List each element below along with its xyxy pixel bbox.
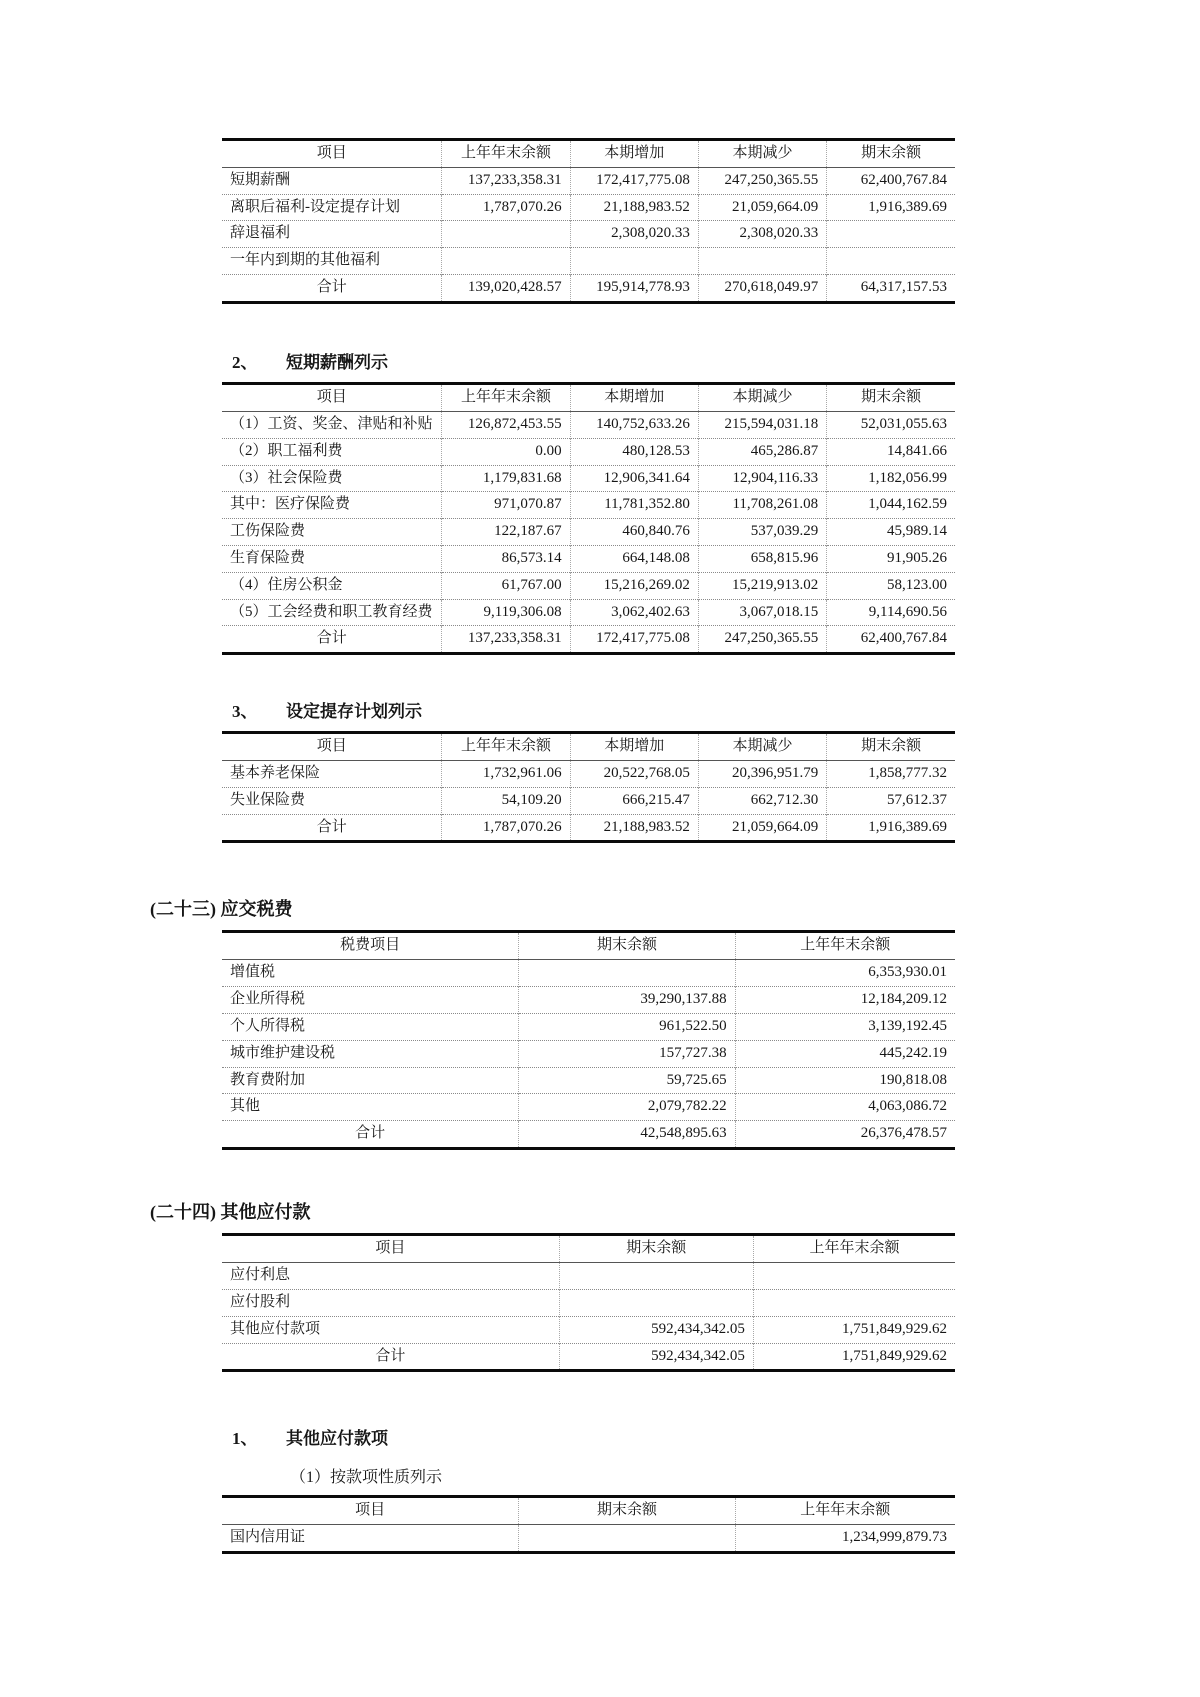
cell-value: 21,059,664.09 [698, 194, 826, 221]
cell-value: 15,216,269.02 [570, 572, 698, 599]
table-row [222, 545, 955, 572]
cell-value: 480,128.53 [570, 438, 698, 465]
section-number: 1、 [232, 1429, 258, 1449]
subsection-heading-by-nature: （1）按款项性质列示 [290, 1469, 443, 1487]
column-header: 上年年末余额 [442, 384, 570, 412]
column-header: 项目 [222, 1234, 559, 1262]
cell-value: 190,818.08 [735, 1067, 955, 1094]
table-header-row [222, 1234, 955, 1262]
cell-value: 57,612.37 [827, 787, 955, 814]
table-header-row [222, 733, 955, 761]
row-label: 工伤保险费 [222, 519, 442, 546]
employee-benefits-summary-table [222, 138, 955, 304]
cell-value: 537,039.29 [698, 519, 826, 546]
row-label: 合计 [222, 1343, 559, 1371]
row-label: 合计 [222, 275, 442, 303]
cell-value: 961,522.50 [519, 1013, 735, 1040]
column-header: 项目 [222, 1497, 519, 1525]
taxes-payable-table [222, 930, 955, 1150]
row-label: 应付股利 [222, 1289, 559, 1316]
cell-value: 42,548,895.63 [519, 1121, 735, 1149]
row-label: （3）社会保险费 [222, 465, 442, 492]
table-row [222, 411, 955, 438]
cell-value: 6,353,930.01 [735, 960, 955, 987]
cell-value: 270,618,049.97 [698, 275, 826, 303]
cell-value: 54,109.20 [442, 787, 570, 814]
cell-value: 91,905.26 [827, 545, 955, 572]
column-header: 上年年末余额 [442, 140, 570, 168]
cell-value: 172,417,775.08 [570, 626, 698, 654]
table-row [222, 1289, 955, 1316]
column-header: 上年年末余额 [735, 932, 955, 960]
cell-value: 1,787,070.26 [442, 814, 570, 842]
cell-value [559, 1262, 753, 1289]
cell-value [570, 248, 698, 275]
cell-value [753, 1262, 955, 1289]
cell-value [827, 221, 955, 248]
cell-value: 445,242.19 [735, 1040, 955, 1067]
cell-value: 1,179,831.68 [442, 465, 570, 492]
column-header: 期末余额 [827, 384, 955, 412]
column-header: 上年年末余额 [753, 1234, 955, 1262]
cell-value: 126,872,453.55 [442, 411, 570, 438]
cell-value: 460,840.76 [570, 519, 698, 546]
table-header-row [222, 384, 955, 412]
cell-value: 20,396,951.79 [698, 760, 826, 787]
cell-value [442, 248, 570, 275]
table-row [222, 599, 955, 626]
column-header: 本期减少 [698, 733, 826, 761]
table-row [222, 248, 955, 275]
cell-value: 658,815.96 [698, 545, 826, 572]
cell-value: 4,063,086.72 [735, 1094, 955, 1121]
cell-value: 1,044,162.59 [827, 492, 955, 519]
cell-value: 3,067,018.15 [698, 599, 826, 626]
table-row [222, 492, 955, 519]
cell-value: 139,020,428.57 [442, 275, 570, 303]
table-row [222, 519, 955, 546]
row-label: 其他 [222, 1094, 519, 1121]
cell-value: 1,916,389.69 [827, 194, 955, 221]
cell-value: 21,188,983.52 [570, 814, 698, 842]
cell-value: 1,916,389.69 [827, 814, 955, 842]
defined-contribution-plan-table [222, 731, 955, 843]
cell-value: 1,234,999,879.73 [735, 1525, 955, 1553]
row-label: （4）住房公积金 [222, 572, 442, 599]
table-row [222, 760, 955, 787]
row-label: 离职后福利-设定提存计划 [222, 194, 442, 221]
cell-value: 195,914,778.93 [570, 275, 698, 303]
table-row [222, 1316, 955, 1343]
cell-value: 12,904,116.33 [698, 465, 826, 492]
cell-value: 1,751,849,929.62 [753, 1316, 955, 1343]
section-heading-taxes-payable: (二十三) 应交税费 [150, 899, 293, 920]
cell-value [753, 1289, 955, 1316]
cell-value: 0.00 [442, 438, 570, 465]
column-header: 期末余额 [519, 1497, 735, 1525]
column-header: 税费项目 [222, 932, 519, 960]
table-total-row [222, 1121, 955, 1149]
column-header: 项目 [222, 140, 442, 168]
column-header: 本期减少 [698, 384, 826, 412]
row-label: 增值税 [222, 960, 519, 987]
cell-value: 20,522,768.05 [570, 760, 698, 787]
column-header: 期末余额 [559, 1234, 753, 1262]
row-label: 生育保险费 [222, 545, 442, 572]
row-label: 企业所得税 [222, 987, 519, 1014]
cell-value [827, 248, 955, 275]
cell-value: 971,070.87 [442, 492, 570, 519]
column-header: 期末余额 [827, 733, 955, 761]
row-label: 国内信用证 [222, 1525, 519, 1553]
column-header: 期末余额 [519, 932, 735, 960]
column-header: 本期减少 [698, 140, 826, 168]
other-payables-table [222, 1233, 955, 1372]
row-label: 合计 [222, 1121, 519, 1149]
cell-value: 247,250,365.55 [698, 167, 826, 194]
column-header: 本期增加 [570, 384, 698, 412]
cell-value [698, 248, 826, 275]
cell-value: 1,858,777.32 [827, 760, 955, 787]
cell-value: 122,187.67 [442, 519, 570, 546]
cell-value: 664,148.08 [570, 545, 698, 572]
row-label: 教育费附加 [222, 1067, 519, 1094]
column-header: 项目 [222, 733, 442, 761]
cell-value: 2,308,020.33 [570, 221, 698, 248]
cell-value: 2,308,020.33 [698, 221, 826, 248]
table-row [222, 221, 955, 248]
table-row [222, 1040, 955, 1067]
column-header: 本期增加 [570, 140, 698, 168]
cell-value: 1,787,070.26 [442, 194, 570, 221]
row-label: （1）工资、奖金、津贴和补贴 [222, 411, 442, 438]
cell-value: 592,434,342.05 [559, 1343, 753, 1371]
column-header: 本期增加 [570, 733, 698, 761]
cell-value: 39,290,137.88 [519, 987, 735, 1014]
cell-value: 62,400,767.84 [827, 167, 955, 194]
cell-value [442, 221, 570, 248]
section-title: 其他应付款项 [286, 1429, 388, 1449]
cell-value: 215,594,031.18 [698, 411, 826, 438]
table-total-row [222, 626, 955, 654]
cell-value: 465,286.87 [698, 438, 826, 465]
table-row [222, 438, 955, 465]
short-term-salary-table [222, 382, 955, 655]
cell-value: 662,712.30 [698, 787, 826, 814]
cell-value: 86,573.14 [442, 545, 570, 572]
row-label: 其他应付款项 [222, 1316, 559, 1343]
top-margin [0, 0, 1200, 138]
cell-value: 666,215.47 [570, 787, 698, 814]
table-row [222, 1525, 955, 1553]
table-total-row [222, 275, 955, 303]
section-number: 2、 [232, 353, 258, 373]
table-header-row [222, 932, 955, 960]
row-label: （5）工会经费和职工教育经费 [222, 599, 442, 626]
table-row [222, 1262, 955, 1289]
section-heading-other-payables: (二十四) 其他应付款 [150, 1201, 311, 1222]
table-row [222, 1013, 955, 1040]
cell-value: 11,781,352.80 [570, 492, 698, 519]
cell-value: 21,188,983.52 [570, 194, 698, 221]
table-header-row [222, 140, 955, 168]
cell-value: 52,031,055.63 [827, 411, 955, 438]
section-title: 短期薪酬列示 [286, 353, 388, 373]
table-row [222, 1067, 955, 1094]
cell-value: 9,119,306.08 [442, 599, 570, 626]
row-label: 合计 [222, 814, 442, 842]
row-label: 辞退福利 [222, 221, 442, 248]
section-heading-defined-contribution [232, 697, 1200, 722]
cell-value: 12,906,341.64 [570, 465, 698, 492]
column-header: 期末余额 [827, 140, 955, 168]
cell-value: 12,184,209.12 [735, 987, 955, 1014]
section-heading-short-term-salary [232, 348, 1200, 373]
cell-value: 21,059,664.09 [698, 814, 826, 842]
cell-value: 592,434,342.05 [559, 1316, 753, 1343]
row-label: 合计 [222, 626, 442, 654]
table-total-row [222, 1343, 955, 1371]
table-total-row [222, 814, 955, 842]
table-header-row [222, 1497, 955, 1525]
cell-value: 45,989.14 [827, 519, 955, 546]
row-label: 一年内到期的其他福利 [222, 248, 442, 275]
cell-value: 3,139,192.45 [735, 1013, 955, 1040]
cell-value [519, 1525, 735, 1553]
cell-value: 3,062,402.63 [570, 599, 698, 626]
column-header: 项目 [222, 384, 442, 412]
row-label: 基本养老保险 [222, 760, 442, 787]
cell-value: 157,727.38 [519, 1040, 735, 1067]
cell-value: 64,317,157.53 [827, 275, 955, 303]
cell-value: 172,417,775.08 [570, 167, 698, 194]
cell-value: 15,219,913.02 [698, 572, 826, 599]
cell-value: 58,123.00 [827, 572, 955, 599]
cell-value: 26,376,478.57 [735, 1121, 955, 1149]
table-row [222, 465, 955, 492]
section-title: 设定提存计划列示 [286, 702, 422, 722]
row-label: 应付利息 [222, 1262, 559, 1289]
column-header: 上年年末余额 [442, 733, 570, 761]
table-row [222, 987, 955, 1014]
cell-value: 247,250,365.55 [698, 626, 826, 654]
cell-value: 137,233,358.31 [442, 167, 570, 194]
payables-by-nature-table [222, 1495, 955, 1554]
cell-value [559, 1289, 753, 1316]
row-label: 短期薪酬 [222, 167, 442, 194]
cell-value: 137,233,358.31 [442, 626, 570, 654]
cell-value: 61,767.00 [442, 572, 570, 599]
cell-value: 140,752,633.26 [570, 411, 698, 438]
table-row [222, 167, 955, 194]
column-header: 上年年末余额 [735, 1497, 955, 1525]
table-row [222, 1094, 955, 1121]
cell-value: 1,182,056.99 [827, 465, 955, 492]
table-row [222, 787, 955, 814]
cell-value: 14,841.66 [827, 438, 955, 465]
cell-value: 2,079,782.22 [519, 1094, 735, 1121]
cell-value: 11,708,261.08 [698, 492, 826, 519]
table-row [222, 572, 955, 599]
row-label: 其中：医疗保险费 [222, 492, 442, 519]
cell-value: 9,114,690.56 [827, 599, 955, 626]
section-heading-other-payable-items [232, 1424, 1200, 1449]
cell-value: 1,732,961.06 [442, 760, 570, 787]
table-row [222, 960, 955, 987]
cell-value: 62,400,767.84 [827, 626, 955, 654]
cell-value: 59,725.65 [519, 1067, 735, 1094]
row-label: 失业保险费 [222, 787, 442, 814]
cell-value: 1,751,849,929.62 [753, 1343, 955, 1371]
cell-value [519, 960, 735, 987]
row-label: 个人所得税 [222, 1013, 519, 1040]
row-label: 城市维护建设税 [222, 1040, 519, 1067]
table-row [222, 194, 955, 221]
section-number: 3、 [232, 702, 258, 722]
row-label: （2）职工福利费 [222, 438, 442, 465]
